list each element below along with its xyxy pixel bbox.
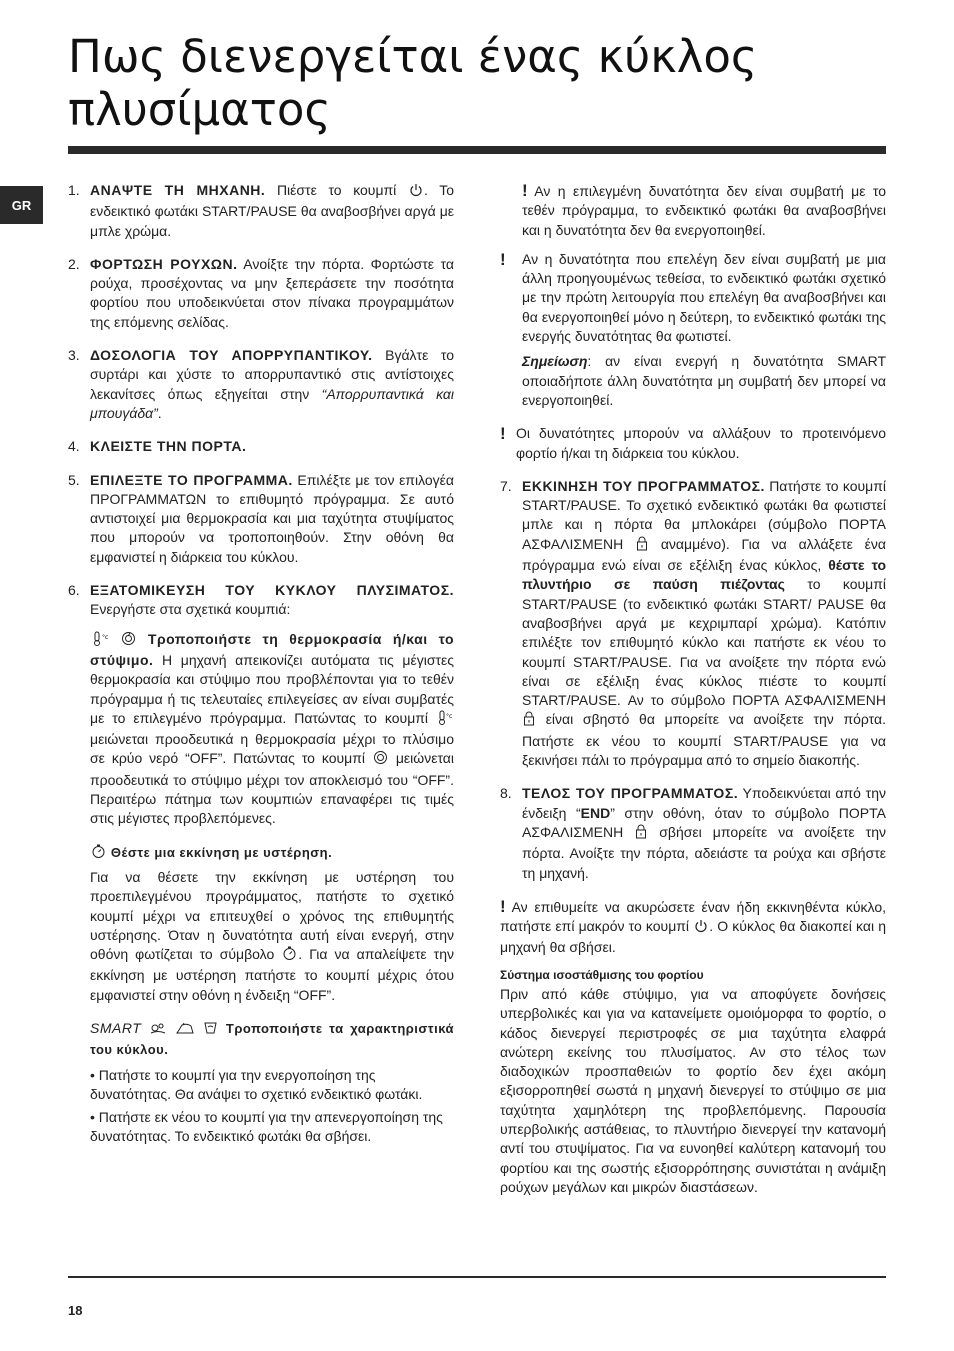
page-number: 18	[68, 1303, 83, 1318]
temp-spin-section: °c Τροποποιήστε τη θερμοκρασία ή/και το στύψιμο. Η μηχανή απεικονίζει αυτόματα τις μέγιστες θερμοκρασία και στύψιμο που προβλέπονται για το τεθέν πρόγραμμα ή τις τελευταίες επιλεγείσες αν είναι συμβατές με το επιλεγμένο πρόγραμμα. Πατώντας το κουμπί °c μειώνεται προοδευτικά η θερμοκρασία μέχρι το πλύσιμο σε κρύο νερό “OFF”. Πατώντας το κουμπί μειώνεται προοδευτικά το στύψιμο μέχρι τον αποκλεισμό του “OFF”. Περαιτέρω πάτημα των κουμπιών επαναφέρει τις τιμές στις μέγιστες προβλεπόμενες.	[90, 630, 454, 827]
step-5-heading: ΕΠΙΛΕΞΤΕ ΤΟ ΠΡΟΓΡΑΜΜΑ.	[90, 471, 293, 488]
door-lock-icon	[636, 536, 648, 556]
step-6: 6. ΕΞΑΤΟΜΙΚΕΥΣΗ ΤΟΥ ΚΥΚΛΟΥ ΠΛΥΣΙΜΑΤΟΣ. Ενεργήστε στα σχετικά κουμπιά:	[68, 582, 454, 618]
door-lock-icon	[635, 824, 647, 844]
language-tab: GR	[0, 186, 43, 224]
step-4: 4. ΚΛΕΙΣΤΕ ΤΗΝ ΠΟΡΤΑ.	[68, 438, 247, 455]
warning-load-duration: ! Οι δυνατότητες μπορούν να αλλάξουν το προτεινόμενο φορτίο ή/και τη διάρκεια του κύκλου.	[500, 424, 886, 463]
delay-timer-icon	[91, 844, 106, 864]
page-title: Πως διενεργείται ένας κύκλος πλυσίματος	[68, 30, 758, 136]
step-7-heading: ΕΚΚΙΝΗΣΗ ΤΟΥ ΠΡΟΓΡΑΜΜΑΤΟΣ.	[522, 477, 765, 494]
step-7: 7. ΕΚΚΙΝΗΣΗ ΤΟΥ ΠΡΟΓΡΑΜΜΑΤΟΣ. Πατήστε το κουμπί START/PAUSE. Το σχετικό ενδεικτικό φωτάκι θα φωτιστεί μπλε και η πόρτα θα μπλοκάρει (σύμβολο ΠΟΡΤΑ ΑΣΦΑΛΙΣΜΕΝΗ αναμμένο). Για να αλλάξετε ένα πρόγραμμα ενώ είναι σε εξέλιξη ένας κύκλος, θέστε το πλυντήριο σε παύση πιέζοντας το κουμπί START/PAUSE (το ενδεικτικό φωτάκι START/ PAUSE θα αναβοσβήνει αργά με κεχριμπαρί χρώμα). Κατόπιν επιλέξτε τον επιθυμητό κύκλο και πατήστε εκ νέου το κουμπί START/PAUSE. Για να ανοίξετε την πόρτα ενώ είναι σε εξέλιξη ένας κύκλος πιέστε το κουμπί START/PAUSE. Αν το σύμβολο ΠΟΡΤΑ ΑΣΦΑΛΙΣΜΕΝΗ είναι σβηστό θα μπορείτε να ανοίξετε την πόρτα. Πατήστε εκ νέου το κουμπί START/PAUSE για να ξεκινήσει πάλι το πρόγραμμα από το σημείο διακοπής.	[500, 477, 886, 769]
step-2-heading: ΦΟΡΤΩΣΗ ΡΟΥΧΩΝ.	[90, 255, 238, 272]
power-icon	[694, 919, 708, 938]
step-5: 5. ΕΠΙΛΕΞΤΕ ΤΟ ΠΡΟΓΡΑΜΜΑ. Επιλέξτε με τον επιλογέα ΠΡΟΓΡΑΜΜΑΤΩΝ το επιθυμητό πρόγραμμα. Σε αυτό αντιστοιχεί μια θερμοκρασία και μια ταχύτητα στυψίματος που μπορούν να τροποποιηθούν. Στην οθόνη θα εμφανιστεί η διάρκεια του κύκλου.	[68, 471, 454, 565]
note-label: Σημείωση	[522, 353, 588, 370]
functions-bullet-2: • Πατήστε εκ νέου το κουμπί για την απενεργοποίηση της δυνατότητας. Το ενδεικτικό φωτάκι θα σβήσει.	[90, 1109, 443, 1145]
svg-text:°c: °c	[102, 633, 109, 641]
power-icon	[409, 183, 423, 202]
temp-spin-heading: Τροποποιήστε τη θερμοκρασία ή/και το στύψιμο.	[90, 630, 454, 668]
smart-icon: SMART	[90, 1019, 142, 1036]
functions-heading-line	[68, 1019, 454, 1060]
warning-icon: !	[500, 249, 506, 269]
functions-bullet-1: • Πατήστε το κουμπί για την ενεργοποίηση της δυνατότητας. Θα ανάψει το σχετικό ενδεικτικό φωτάκι.	[90, 1066, 423, 1102]
step-1-heading: ΑΝΑΨΤΕ ΤΗ ΜΗΧΑΝΗ.	[90, 182, 266, 198]
note-smart: Σημείωση: αν είναι ενεργή η δυνατότητα SMART οποιαδήποτε άλλη δυνατότητα μη συμβατή δεν μπορεί να ενεργοποιηθεί.	[522, 353, 886, 408]
step-1: 1. ΑΝΑΨΤΕ ΤΗ ΜΗΧΑΝΗ. Πιέστε το κουμπί . Το ενδεικτικό φωτάκι START/PAUSE θα αναβοσβήνει αργά με μπλε χρώμα.	[68, 182, 455, 239]
footer-rule	[68, 1276, 886, 1278]
iron-icon	[175, 1021, 195, 1040]
spin-icon	[373, 750, 388, 770]
left-column	[68, 181, 454, 1147]
temperature-icon	[437, 710, 453, 730]
step-3-heading: ΔΟΣΟΛΟΓΙΑ ΤΟΥ ΑΠΟΡΡΥΠΑΝΤΙΚΟΥ.	[90, 347, 373, 364]
title-rule	[68, 146, 886, 154]
balance-text: Πριν από κάθε στύψιμο, για να αποφύγετε δονήσεις υπερβολικές και για να κατανείμετε ομοιόμορφα το φορτίο, ο κάδος διενεργεί περιστροφές σε μια ταχύτητα ελαφρά ανώτερη εκείνης του πλυσίματος. Αν στο τέλος των διαδοχικών προσπαθειών το φορτίο δεν έχει ακόμη εξισορροπηθεί σωστά η μηχανή διενεργεί το στύψιμο σε μια ταχύτητα χαμηλότερη της προβλεπόμενης. Παρουσία υπερβολικής αστάθειας, το πλυντήριο διενεργεί την κατανομή αντί του στυψίματος. Για να ευνοηθεί καλύτερη κατανομή του φορτίου και της σωστής εξισορρόπησης συνιστάται η ανάμιξη ρούχων μεγάλων και μικρών διαστάσεων.	[500, 985, 886, 1195]
door-lock-icon	[523, 711, 535, 731]
functions-heading: Τροποποιήστε τα χαρακτηριστικά του κύκλου.	[90, 1020, 455, 1058]
step-4-heading: ΚΛΕΙΣΤΕ ΤΗΝ ΠΟΡΤΑ.	[90, 438, 247, 455]
step-8-heading: ΤΕΛΟΣ ΤΟΥ ΠΡΟΓΡΑΜΜΑΤΟΣ.	[522, 785, 739, 802]
delay-heading-line	[68, 843, 454, 864]
warning-icon: !	[500, 896, 506, 916]
step-3: 3. ΔΟΣΟΛΟΓΙΑ ΤΟΥ ΑΠΟΡΡΥΠΑΝΤΙΚΟΥ. Βγάλτε το συρτάρι και χύστε το απορρυπαντικό στις αντίστοιχες λεκανίτσες όπως εξηγείται στην “Απορρυπαντικά και μπουγάδα”.	[68, 347, 454, 421]
extra-rinse-icon	[203, 1020, 218, 1040]
delay-timer-icon	[282, 946, 297, 966]
warning-cancel-cycle: ! Αν επιθυμείτε να ακυρώσετε έναν ήδη εκκινηθέντα κύκλο, πατήστε επί μακρόν το κουμπί . Ο κύκλος θα διακοπεί και η μηχανή θα σβήσει.	[500, 896, 886, 956]
step-6-heading: ΕΞΑΤΟΜΙΚΕΥΣΗ ΤΟΥ ΚΥΚΛΟΥ ΠΛΥΣΙΜΑΤΟΣ.	[90, 582, 454, 599]
delay-heading: Θέστε μια εκκίνηση με υστέρηση.	[110, 844, 333, 860]
stain-icon	[149, 1021, 167, 1040]
svg-text:°c: °c	[446, 712, 453, 720]
step-2: 2. ΦΟΡΤΩΣΗ ΡΟΥΧΩΝ. Ανοίξτε την πόρτα. Φορτώστε τα ρούχα, προσέχοντας να μην ξεπεράσετε την ποσότητα φορτίου που υποδεικνύεται στον πίνακα προγραμμάτων της επόμενης σελίδας.	[68, 255, 454, 330]
delay-text: Για να θέσετε την εκκίνηση με υστέρηση του προεπιλεγμένου προγράμματος, πατήστε το σχετικό κουμπί μέχρι να επιτευχθεί ο χρόνος της επιθυμητής υστέρησης. Όταν η δυνατότητα αυτή είναι ενεργή, στην οθόνη φωτίζεται το σύμβολο . Για να απαλείψετε την εκκίνηση με υστέρηση πατήστε το κουμπί μέχρις ότου εμφανιστεί στην οθόνη η ένδειξη “OFF”.	[90, 868, 454, 1003]
balance-heading: Σύστημα ισοστάθμισης του φορτίου	[500, 967, 704, 982]
right-column	[500, 181, 886, 1197]
warning-incompatible-function: ! Αν η δυνατότητα που επελέγη δεν είναι συμβατή με μια άλλη προηγουμένως τεθείσα, το ενδεικτικό φωτάκι σχετικό με την πρώτη λειτουργία που επελέγη θα αναβοσβήνει και θα ενεργοποιηθεί μόνο η δεύτερη, το ενδεικτικό φωτάκι της ενεργής δυνατότητας θα φωτιστεί.	[500, 250, 886, 346]
temperature-icon	[91, 631, 109, 651]
spin-icon	[121, 631, 136, 651]
warning-icon: !	[500, 424, 506, 444]
step-8: 8. ΤΕΛΟΣ ΤΟΥ ΠΡΟΓΡΑΜΜΑΤΟΣ. Υποδεικνύεται από την ένδειξη “END” στην οθόνη, όταν το σύμβολο ΠΟΡΤΑ ΑΣΦΑΛΙΣΜΕΝΗ σβήσει μπορείτε να ανοίξετε την πόρτα. Ανοίξτε την πόρτα, αδειάστε τα ρούχα και σβήστε τη μηχανή.	[500, 785, 886, 881]
warning-incompatible-program: ! Αν η επιλεγμένη δυνατότητα δεν είναι συμβατή με το τεθέν πρόγραμμα, το ενδεικτικό φωτάκι θα αναβοσβήνει και η δυνατότητα δεν θα ενεργοποιηθεί.	[522, 181, 886, 238]
warning-icon: !	[522, 181, 528, 200]
